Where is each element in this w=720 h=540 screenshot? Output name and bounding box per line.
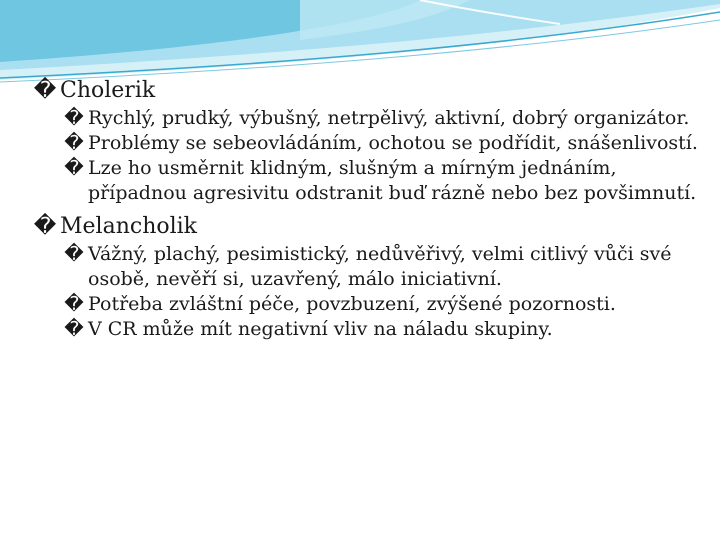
section-0 <box>32 76 702 206</box>
bullet-icon: � <box>64 157 84 179</box>
bullet-item-text: Problémy se sebeovládáním, ochotou se podřídit, snášenlivostí. <box>88 132 698 154</box>
section-heading-text: Cholerik <box>60 78 156 103</box>
bullet-item-text: Lze ho usměrnit klidným, slušným a mírným jednáním, případnou agresivitu odstranit buď rázně nebo bez povšimnutí. <box>88 157 697 204</box>
bullet-item <box>62 156 702 206</box>
section-heading <box>32 76 702 106</box>
bullet-icon: � <box>33 78 57 103</box>
bullet-icon: � <box>33 214 57 239</box>
section-heading-text: Melancholik <box>60 214 198 239</box>
bullet-item-text: Rychlý, prudký, výbušný, netrpělivý, aktivní, dobrý organizátor. <box>88 107 690 129</box>
bullet-item-text: V CR může mít negativní vliv na náladu skupiny. <box>88 318 553 340</box>
bullet-icon: � <box>64 243 84 265</box>
bullet-item <box>62 292 702 317</box>
slide-content <box>32 70 702 346</box>
bullet-icon: � <box>64 318 84 340</box>
bullet-item <box>62 106 702 131</box>
bullet-icon: � <box>64 293 84 315</box>
section-1 <box>32 212 702 342</box>
bullet-item-text: Vážný, plachý, pesimistický, nedůvěřivý, velmi citlivý vůči své osobě, nevěří si, uzavřený, málo iniciativní. <box>88 243 672 290</box>
bullet-item <box>62 131 702 156</box>
bullet-icon: � <box>64 107 84 129</box>
bullet-item <box>62 317 702 342</box>
bullet-item-text: Potřeba zvláštní péče, povzbuzení, zvýšené pozornosti. <box>88 293 616 315</box>
section-heading <box>32 212 702 242</box>
bullet-item <box>62 242 702 292</box>
bullet-icon: � <box>64 132 84 154</box>
